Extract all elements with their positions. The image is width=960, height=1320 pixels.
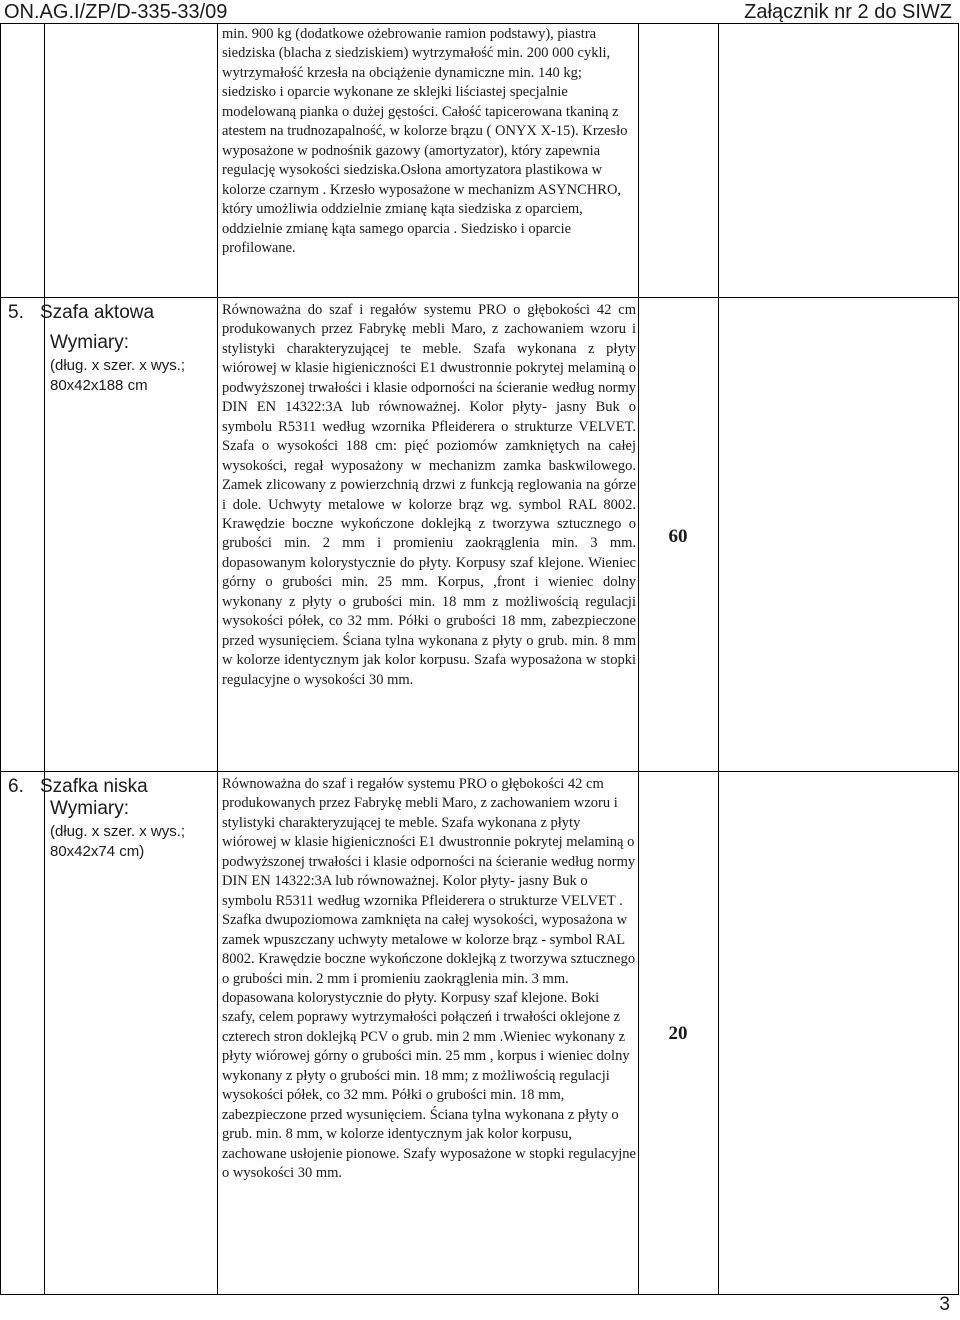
item-name-cell-5 — [8, 302, 208, 396]
quantity-value: 60 — [668, 526, 688, 547]
item-name: Szafka niska — [40, 776, 148, 797]
table-border-left — [0, 23, 1, 1295]
dimensions-value: 80x42x188 cm — [50, 377, 148, 394]
dimensions-label: Wymiary: — [50, 332, 129, 353]
row-description-low-cabinet: Równoważna do szaf i regałów systemu PRO o głębokości 42 cm produkowanych przez Fabrykę mebli Maro, z zachowaniem wzoru i stylistyki charakteryzującej te meble. Szafa wykonana z płyty wiórowej w klasie higieniczności E1 dwustronnie pokrytej melaminą o podwyższonej trwałości i klasie odporności na ścieranie według normy DIN EN 14322:3A lub równoważnej. Kolor płyty- jasny Buk o symbolu R5311 według wzornika Pfleiderera o strukturze VELVET . Szafka dwupoziomowa zamknięta na całej wysokości, wyposażona w zamek wpuszczany uchwyty metalowe w kolorze brąz - symbol RAL 8002. Krawędzie boczne wykończone doklejką z tworzywa sztucznego o grubości min. 2 mm i promieniu zaokrąglenia min. 3 mm. dopasowana kolorystycznie do płyty. Korpusy szaf klejone. Boki szafy, celem poprawy wytrzymałości połączeń i trwałości oklejone z czterech stron doklejką PCV o grub. min 2 mm .Wieniec wykonany z płyty wiórowej górny o grubości min. 25 mm , korpus i wieniec dolny wykonany z płyty o grubości min. 18 mm; z możliwością regulacji wysokości półek, co 32 mm. Półki o grubości min. 18 mm, zabezpieczone przed wysunięciem. Ściana tylna wykonana z płyty o grub. min. 8 mm, w kolorze identycznym jak kolor korpusu, zachowane usłojenie pionowe. Szafy wyposażone w stopki regulacyjne o wysokości 30 mm. — [222, 776, 636, 1182]
dimensions-value: 80x42x74 cm) — [50, 843, 145, 860]
item-number: 6. — [8, 776, 24, 797]
page-number: 3 — [939, 1294, 950, 1315]
row-description-chair: min. 900 kg (dodatkowe ożebrowanie ramion podstawy), piastra siedziska (blacha z siedziskiem) wytrzymałość min. 200 000 cykli, wytrzymałość krzesła na obciążenie dynamiczne min. 140 kg; siedzisko i oparcie wykonane ze sklejki liściastej specjalnie modelowaną pianka o dużej gęstości. Całość tapicerowana tkaniną z atestem na trudnozapalność, w kolorze brązu ( ONYX X-15). Krzesło wyposażone w podnośnik gazowy (amortyzator), który zapewnia regulację wysokości siedziska.Osłona amortyzatora plastikowa w kolorze czarnym . Krzesło wyposażone w mechanizm ASYNCHRO, który umożliwia oddzielnie zmianę kąta siedziska z oparciem, oddzielnie zmianę kąta samego oparcia . Siedzisko i oparcie profilowane. — [222, 26, 628, 256]
column-divider-name — [217, 23, 218, 1295]
row-divider-6 — [0, 771, 959, 772]
document-reference: ON.AG.I/ZP/D-335-33/09 — [4, 1, 228, 23]
item-number: 5. — [8, 302, 24, 323]
column-divider-quantity — [718, 23, 719, 1295]
column-divider-number — [44, 23, 45, 1295]
row-description-cabinet: Równoważna do szaf i regałów systemu PRO o głębokości 42 cm produkowanych przez Fabrykę mebli Maro, z zachowaniem wzoru i stylistyki charakteryzującej te meble. Szafa wykonana z płyty wiórowej w klasie higieniczności E1 dwustronnie pokrytej melaminą o podwyższonej trwałości i klasie odporności na ścieranie według normy DIN EN 14322:3A lub równoważnej. Kolor płyty- jasny Buk o symbolu R5311 według wzornika Pfleiderera o strukturze VELVET. Szafa o wysokości 188 cm: pięć poziomów zamkniętych na całej wysokości, regał wyposażony w mechanizm zamka baskwilowego. Zamek zlicowany z powierzchnią drzwi z funkcją reglowania na górze i dole. Uchwyty metalowe w kolorze brąz wg. symbol RAL 8002. Krawędzie boczne wykończone doklejką z tworzywa sztucznego o grubości min. 2 mm i promieniu zaokrąglenia min. 3 mm. dopasowanym kolorystycznie do płyty. Korpusy szaf klejone. Wieniec górny o grubości min. 25 mm. Korpus, ,front i wieniec dolny wykonany z płyty o grubości min. 18 mm z możliwością regulacji wysokości półek, co 32 mm. Półki o grubości 18 mm, zabezpieczone przed wysunięciem. Ściana tylna wykonana z płyty o grub. min. 8 mm w kolorze identycznym jak kolor korpusu. Szafa wyposażona w stopki regulacyjne o wysokości 30 mm. — [222, 302, 636, 688]
item-name: Szafa aktowa — [40, 302, 155, 323]
dimensions-format: (dług. x szer. x wys.; — [50, 357, 186, 374]
table-border-bottom — [0, 1294, 959, 1295]
attachment-label: Załącznik nr 2 do SIWZ — [744, 1, 952, 23]
column-divider-description — [638, 23, 639, 1295]
dimensions-format: (dług. x szer. x wys.; — [50, 823, 186, 840]
quantity-value: 20 — [668, 1023, 688, 1044]
table-border-right — [958, 23, 959, 1295]
item-name-cell-6 — [8, 776, 208, 862]
dimensions-label: Wymiary: — [50, 798, 129, 819]
row-divider-5 — [0, 297, 959, 298]
table-border-top — [0, 23, 959, 24]
